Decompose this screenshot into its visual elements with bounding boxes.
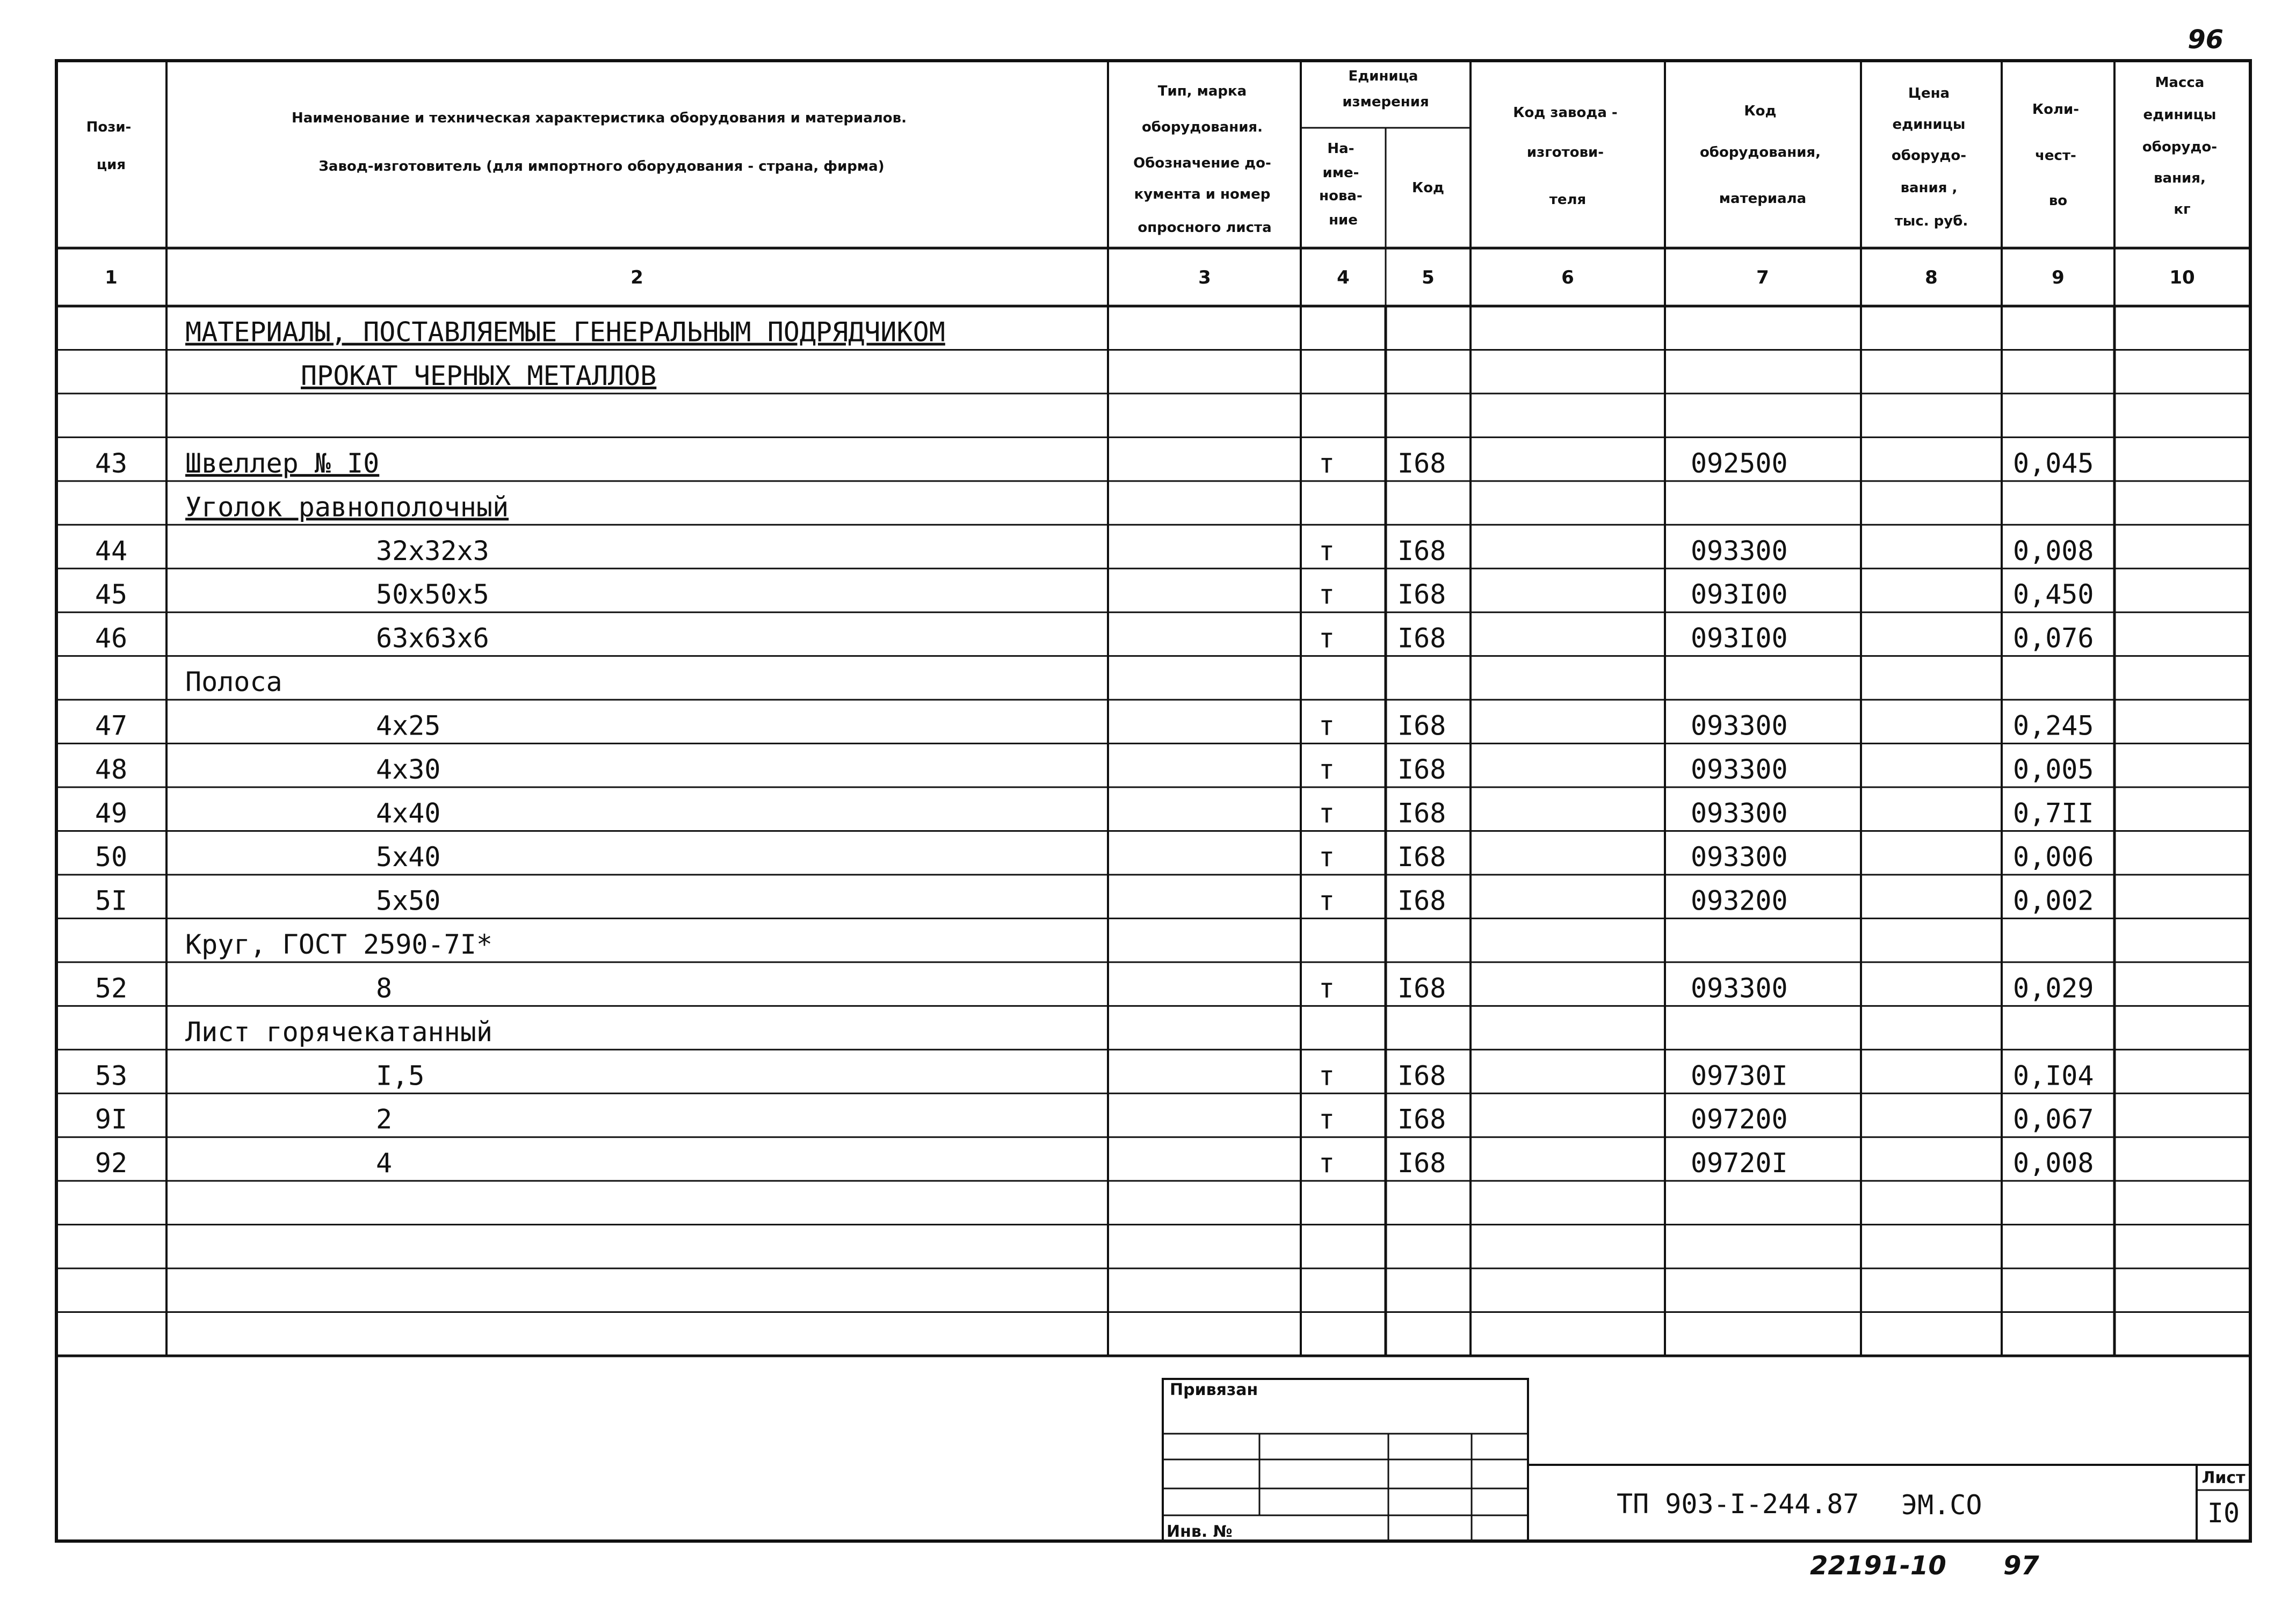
header-price: Цена единицы оборудо- вания , тыс. руб. — [1891, 85, 1968, 229]
column-number: 6 — [1561, 267, 1574, 288]
row-unit-code: I68 — [1397, 535, 1446, 566]
row-unit-code: I68 — [1397, 797, 1446, 829]
row-position: 92 — [95, 1147, 128, 1179]
header-plant-code: Код завода - изготови- теля — [1513, 105, 1618, 208]
row-unit: т — [1319, 841, 1335, 873]
row-name: Швеллер № I0 — [185, 447, 380, 479]
archive-stamp: 22191-10 — [1810, 1551, 1946, 1581]
row-unit-code: I68 — [1397, 841, 1446, 873]
header-unit-name: На- име- нова- ние — [1319, 141, 1363, 228]
row-position: 5I — [95, 885, 128, 917]
row-unit: т — [1319, 1147, 1335, 1179]
table-row — [95, 972, 2094, 1004]
row-material-code: 09730I — [1691, 1060, 1788, 1092]
row-quantity: 0,067 — [2013, 1103, 2094, 1135]
table-row — [95, 885, 2094, 916]
row-name: Уголок равнополочный — [185, 491, 509, 523]
row-name: Лист горячекатанный — [185, 1016, 492, 1048]
archive-stamp-page: 97 — [2003, 1551, 2039, 1581]
column-number: 2 — [631, 267, 643, 288]
title-block — [1163, 1379, 2250, 1541]
row-quantity: 0,006 — [2013, 841, 2094, 873]
row-unit: т — [1319, 535, 1335, 566]
header-quantity: Коли- чест- во — [2032, 101, 2080, 209]
row-unit: т — [1319, 754, 1335, 786]
row-unit: т — [1319, 972, 1335, 1004]
row-name: 4x25 — [376, 710, 441, 742]
row-unit-code: I68 — [1397, 1147, 1446, 1179]
row-quantity: 0,029 — [2013, 972, 2094, 1004]
row-material-code: 093I00 — [1691, 579, 1788, 611]
column-numbers — [105, 267, 2195, 288]
column-number: 9 — [2052, 267, 2065, 288]
row-name: МАТЕРИАЛЫ, ПОСТАВЛЯЕМЫЕ ГЕНЕРАЛЬНЫМ ПОДРЯДЧИКОМ — [185, 316, 945, 348]
table-row — [95, 710, 2094, 742]
document-code: ТП 903-I-244.87 — [1617, 1488, 1859, 1520]
row-name: Круг, ГОСТ 2590-7I* — [185, 928, 492, 960]
header-material-code: Код оборудования, материала — [1699, 103, 1821, 207]
row-material-code: 093200 — [1691, 885, 1788, 917]
table-row — [95, 579, 2094, 610]
row-position: 46 — [95, 622, 128, 654]
column-number: 10 — [2169, 267, 2195, 288]
row-position: 53 — [95, 1060, 128, 1092]
row-name: 50x50x5 — [376, 579, 489, 611]
header-mass: Масса единицы оборудо- вания, кг — [2142, 75, 2218, 217]
header-unit-group: Единица измерения — [1342, 68, 1429, 110]
row-name: 4x30 — [376, 754, 441, 786]
row-quantity: 0,450 — [2013, 579, 2094, 611]
row-name: 4x40 — [376, 797, 441, 829]
row-position: 49 — [95, 797, 128, 829]
row-name: I,5 — [376, 1060, 425, 1092]
row-position: 43 — [95, 447, 128, 479]
column-number: 3 — [1198, 267, 1211, 288]
row-name: 5x50 — [376, 885, 441, 917]
table-row — [95, 535, 2094, 566]
row-unit: т — [1319, 447, 1335, 479]
row-quantity: 0,002 — [2013, 885, 2094, 917]
row-unit: т — [1319, 885, 1335, 917]
row-material-code: 093300 — [1691, 972, 1788, 1004]
row-quantity: 0,005 — [2013, 754, 2094, 786]
row-unit: т — [1319, 1060, 1335, 1092]
row-name: 4 — [376, 1147, 393, 1179]
row-position: 48 — [95, 754, 128, 786]
table-row — [301, 360, 656, 391]
column-number: 4 — [1337, 267, 1350, 288]
row-position: 47 — [95, 710, 128, 742]
row-quantity: 0,I04 — [2013, 1060, 2094, 1092]
row-name: 32x32x3 — [376, 535, 489, 566]
row-position: 44 — [95, 535, 128, 566]
column-number: 7 — [1756, 267, 1769, 288]
row-name: 8 — [376, 972, 393, 1004]
row-unit-code: I68 — [1397, 1103, 1446, 1135]
table-header — [86, 68, 2222, 236]
column-number: 8 — [1925, 267, 1938, 288]
row-quantity: 0,245 — [2013, 710, 2094, 742]
row-unit: т — [1319, 622, 1335, 654]
row-unit: т — [1319, 1103, 1335, 1135]
row-unit: т — [1319, 710, 1335, 742]
column-number: 1 — [105, 267, 118, 288]
row-name: 5x40 — [376, 841, 441, 873]
document-suffix: ЭМ.СО — [1901, 1490, 1982, 1521]
row-unit-code: I68 — [1397, 622, 1446, 654]
row-unit-code: I68 — [1397, 710, 1446, 742]
row-position: 52 — [95, 972, 128, 1004]
page-number: 96 — [2188, 25, 2223, 55]
row-unit: т — [1319, 579, 1335, 611]
table-row — [185, 929, 492, 960]
row-material-code: 093I00 — [1691, 622, 1788, 654]
sheet-label: Лист — [2201, 1469, 2246, 1487]
row-unit-code: I68 — [1397, 579, 1446, 611]
row-quantity: 0,076 — [2013, 622, 2094, 654]
row-quantity: 0,7II — [2013, 797, 2094, 829]
row-quantity: 0,008 — [2013, 535, 2094, 566]
header-position: Пози- ция — [86, 119, 132, 173]
row-unit-code: I68 — [1397, 754, 1446, 786]
row-name: 2 — [376, 1103, 393, 1135]
row-unit: т — [1319, 797, 1335, 829]
row-name: ПРОКАТ ЧЕРНЫХ МЕТАЛЛОВ — [301, 360, 657, 391]
row-position: 9I — [95, 1103, 128, 1135]
table-row — [185, 316, 945, 347]
table-row — [95, 1147, 2094, 1179]
header-name: Наименование и техническая характеристика оборудования и материалов. Завод-изготовитель (для импортного оборудования - страна, фирма) — [291, 110, 907, 175]
row-position: 45 — [95, 579, 128, 611]
table-row — [185, 1016, 492, 1048]
row-position: 50 — [95, 841, 128, 873]
row-unit-code: I68 — [1397, 885, 1446, 917]
table-row — [95, 754, 2094, 785]
table-row — [95, 1060, 2094, 1091]
row-name: 63x63x6 — [376, 622, 489, 654]
row-material-code: 093300 — [1691, 841, 1788, 873]
table-row — [185, 666, 283, 698]
row-material-code: 093300 — [1691, 754, 1788, 786]
sheet-number: I0 — [2207, 1498, 2240, 1529]
table-row — [95, 1104, 2094, 1135]
row-material-code: 093300 — [1691, 710, 1788, 742]
table-row — [95, 841, 2094, 873]
row-unit-code: I68 — [1397, 972, 1446, 1004]
row-name: Полоса — [185, 666, 283, 698]
table-row — [185, 491, 509, 522]
header-type: Тип, марка оборудования. Обозначение до- кумента и номер опросного листа — [1133, 83, 1272, 236]
header-unit-code: Код — [1411, 180, 1445, 196]
row-material-code: 093300 — [1691, 535, 1788, 566]
row-unit-code: I68 — [1397, 447, 1446, 479]
row-quantity: 0,045 — [2013, 447, 2094, 479]
bound-label: Привязан — [1170, 1381, 1258, 1399]
row-material-code: 092500 — [1691, 447, 1788, 479]
row-quantity: 0,008 — [2013, 1147, 2094, 1179]
column-number: 5 — [1422, 267, 1435, 288]
inventory-number-label: Инв. № — [1167, 1522, 1233, 1541]
row-material-code: 093300 — [1691, 797, 1788, 829]
row-unit-code: I68 — [1397, 1060, 1446, 1092]
table-row — [95, 798, 2094, 829]
row-material-code: 09720I — [1691, 1147, 1788, 1179]
table-row — [95, 448, 2094, 479]
table-row — [95, 623, 2094, 654]
row-material-code: 097200 — [1691, 1103, 1788, 1135]
